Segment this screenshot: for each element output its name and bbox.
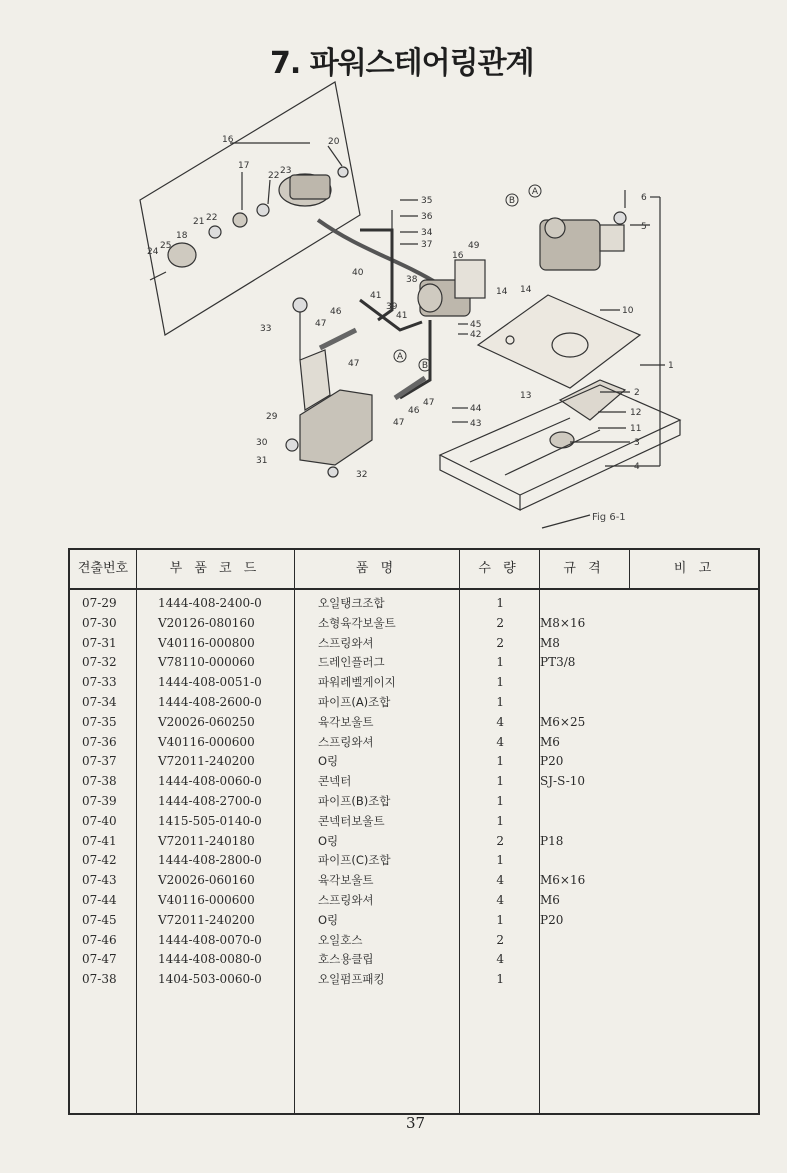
cell-qty: 4: [496, 952, 504, 967]
callout-31: 31: [256, 456, 268, 466]
cell-name: 콘넥터: [318, 774, 352, 789]
page-title: 7. 파워스테어링관계: [270, 46, 534, 81]
callout-6: 6: [641, 193, 647, 203]
cell-code: 1444-408-2400-0: [158, 596, 262, 610]
cell-qty: 1: [496, 912, 504, 927]
cell-no: 07-35: [82, 714, 117, 729]
cell-qty: 1: [496, 596, 504, 610]
callout-36: 36: [421, 212, 433, 222]
cell-spec: SJ-S-10: [540, 774, 586, 789]
callout-43: 43: [470, 419, 482, 429]
callout-41b: 41: [396, 311, 408, 321]
cell-no: 07-36: [82, 734, 117, 749]
column-divider: [629, 550, 630, 590]
table-row: [70, 733, 758, 753]
cell-code: V20026-060250: [158, 714, 255, 729]
callout-47a: 47: [315, 319, 327, 329]
cell-qty: 2: [496, 932, 504, 947]
table-row: [70, 693, 758, 713]
cell-qty: 4: [496, 714, 504, 729]
cell-name: O링: [318, 754, 339, 769]
callout-29: 29: [266, 412, 278, 422]
cell-name: 오일탱크조합: [318, 596, 385, 610]
cell-spec: P20: [540, 754, 564, 769]
cell-spec: PT3/8: [540, 655, 576, 670]
header-quantity: 수 량: [478, 561, 520, 576]
marker-b-top: B: [508, 196, 516, 206]
cell-code: 1444-408-0080-0: [158, 952, 262, 967]
callout-21: 21: [193, 217, 205, 227]
header-specification: 규 격: [563, 561, 605, 576]
cell-code: V40116-000800: [158, 635, 255, 650]
cell-spec: M6×16: [540, 873, 586, 888]
callout-47d: 47: [423, 398, 435, 408]
cell-no: 07-40: [82, 813, 117, 828]
cell-name: 파워레벨게이지: [318, 675, 396, 690]
callout-47b: 47: [348, 359, 360, 369]
callout-47c: 47: [393, 418, 405, 428]
cell-no: 07-45: [82, 912, 117, 927]
page-number: 37: [406, 1114, 426, 1132]
table-row: [70, 911, 758, 931]
cell-name: 육각보울트: [318, 714, 374, 729]
cell-no: 07-42: [82, 853, 117, 868]
callout-33: 33: [260, 324, 272, 334]
table-row: [70, 812, 758, 832]
cell-name: O링: [318, 912, 339, 927]
cell-no: 07-34: [82, 695, 117, 709]
figure-label: Fig 6-1: [592, 512, 626, 523]
cell-no: 07-44: [82, 893, 117, 907]
cell-code: 1444-408-2700-0: [158, 794, 262, 808]
callout-17: 17: [238, 161, 250, 171]
cell-name: 파이프(A)조합: [318, 695, 391, 709]
table-row: [70, 891, 758, 911]
callout-46b: 46: [408, 406, 420, 416]
cell-qty: 2: [496, 833, 504, 848]
cell-qty: 1: [496, 754, 504, 769]
callout-32: 32: [356, 470, 368, 480]
callout-42: 42: [470, 330, 482, 340]
cell-code: V20026-060160: [158, 873, 255, 888]
cell-code: 1415-505-0140-0: [158, 813, 262, 828]
table-row: [70, 713, 758, 733]
table-row: [70, 772, 758, 792]
cell-code: V78110-000060: [158, 655, 255, 670]
header-part-name: 품 명: [355, 561, 398, 576]
callout-23: 23: [280, 166, 292, 176]
cell-no: 07-38: [82, 774, 117, 789]
callout-37: 37: [421, 240, 433, 250]
marker-b-bottom: B: [421, 361, 429, 371]
cell-no: 07-30: [82, 615, 117, 630]
cell-no: 07-31: [82, 635, 117, 650]
callout-16b: 16: [452, 251, 464, 261]
callout-24: 24: [147, 247, 159, 257]
callout-13: 13: [520, 391, 532, 401]
cell-spec: P18: [540, 833, 564, 848]
cell-qty: 1: [496, 655, 504, 670]
callout-11: 11: [630, 424, 642, 434]
callout-3: 3: [634, 438, 640, 448]
cell-qty: 1: [496, 675, 504, 690]
cell-code: V72011-240180: [158, 833, 255, 848]
marker-a-top: A: [531, 187, 539, 197]
callout-35: 35: [421, 196, 433, 206]
cell-no: 07-29: [82, 596, 117, 610]
cell-qty: 1: [496, 695, 504, 709]
callout-38: 38: [406, 275, 418, 285]
cell-code: 1444-408-0051-0: [158, 675, 262, 690]
table-row: [70, 792, 758, 812]
cell-code: 1444-408-2800-0: [158, 853, 262, 868]
callout-2: 2: [634, 388, 640, 398]
table-row: [70, 970, 758, 990]
cell-no: 07-47: [82, 952, 117, 967]
cell-name: 소형육각보울트: [318, 615, 396, 630]
cell-spec: P20: [540, 912, 564, 927]
callout-22a: 22: [206, 213, 218, 223]
cell-qty: 1: [496, 972, 504, 987]
cell-code: V20126-080160: [158, 615, 255, 630]
cell-qty: 2: [496, 615, 504, 630]
cell-qty: 1: [496, 853, 504, 868]
header-part-code: 부 품 코 드: [169, 561, 261, 576]
table-row: [70, 931, 758, 951]
cell-name: 육각보울트: [318, 873, 374, 888]
cell-name: 오일호스: [318, 932, 363, 947]
cell-name: 콘넥터보울트: [318, 813, 385, 828]
callout-4: 4: [634, 462, 640, 472]
cell-name: 스프링와셔: [318, 734, 374, 749]
header-remarks: 비 고: [673, 561, 716, 576]
cell-spec: M6×25: [540, 714, 586, 729]
cell-spec: M8: [540, 635, 560, 650]
callout-40: 40: [352, 268, 364, 278]
cell-no: 07-33: [82, 675, 117, 690]
header-reference-no: 견출번호: [77, 561, 129, 576]
table-row: [70, 950, 758, 970]
table-row: [70, 752, 758, 772]
marker-a-bottom: A: [396, 352, 404, 362]
cell-no: 07-39: [82, 794, 117, 808]
cell-name: 스프링와셔: [318, 635, 374, 650]
callout-16a: 16: [222, 135, 234, 145]
table-row: [70, 832, 758, 852]
cell-no: 07-38: [82, 972, 117, 987]
cell-name: 스프링와셔: [318, 893, 374, 907]
callout-22b: 22: [268, 171, 280, 181]
callout-1: 1: [668, 361, 674, 371]
cell-no: 07-46: [82, 932, 117, 947]
callout-20: 20: [328, 137, 340, 147]
cell-spec: M6: [540, 734, 560, 749]
exploded-parts-diagram: [0, 0, 787, 545]
table-row: [70, 614, 758, 634]
cell-spec: M8×16: [540, 615, 586, 630]
cell-qty: 1: [496, 794, 504, 808]
cell-no: 07-37: [82, 754, 117, 769]
cell-spec: M6: [540, 893, 560, 907]
table-row: [70, 653, 758, 673]
cell-qty: 4: [496, 873, 504, 888]
callout-45: 45: [470, 320, 482, 330]
cell-qty: 1: [496, 774, 504, 789]
table-header: [70, 550, 758, 590]
table-row: [70, 871, 758, 891]
cell-code: V72011-240200: [158, 754, 255, 769]
cell-name: O링: [318, 833, 339, 848]
callout-30: 30: [256, 438, 268, 448]
table-row: [70, 634, 758, 654]
callout-49: 49: [468, 241, 480, 251]
cell-name: 파이프(C)조합: [318, 853, 391, 868]
cell-name: 오일펌프패킹: [318, 972, 385, 987]
table-row: [70, 673, 758, 693]
callout-46a: 46: [330, 307, 342, 317]
cell-qty: 1: [496, 813, 504, 828]
cell-code: 1444-408-0060-0: [158, 774, 262, 789]
callout-10: 10: [622, 306, 634, 316]
cell-qty: 4: [496, 734, 504, 749]
callout-18: 18: [176, 231, 188, 241]
cell-name: 드레인플러그: [318, 655, 385, 670]
cell-code: 1404-503-0060-0: [158, 972, 262, 987]
cell-qty: 4: [496, 893, 504, 907]
callout-34: 34: [421, 228, 433, 238]
callout-14a: 14: [496, 287, 508, 297]
cell-qty: 2: [496, 635, 504, 650]
parts-table: [68, 548, 760, 1115]
cell-code: 1444-408-0070-0: [158, 932, 262, 947]
cell-no: 07-43: [82, 873, 117, 888]
cell-name: 파이프(B)조합: [318, 794, 391, 808]
table-row: [70, 594, 758, 614]
cell-code: 1444-408-2600-0: [158, 695, 262, 709]
cell-code: V40116-000600: [158, 893, 255, 907]
callout-25: 25: [160, 241, 172, 251]
callout-39: 39: [386, 302, 398, 312]
callout-12: 12: [630, 408, 642, 418]
cell-code: V40116-000600: [158, 734, 255, 749]
callout-5: 5: [641, 222, 647, 232]
cell-no: 07-41: [82, 833, 117, 848]
callout-14b: 14: [520, 285, 532, 295]
table-row: [70, 851, 758, 871]
cell-code: V72011-240200: [158, 912, 255, 927]
callout-41a: 41: [370, 291, 382, 301]
cell-name: 호스용클립: [318, 952, 374, 967]
cell-no: 07-32: [82, 655, 117, 670]
callout-44: 44: [470, 404, 482, 414]
